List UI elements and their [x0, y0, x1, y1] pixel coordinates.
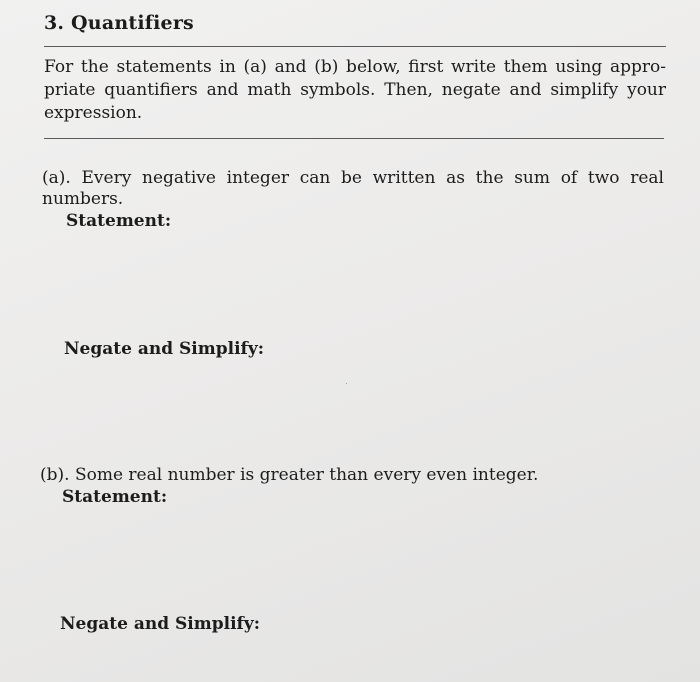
part-a-statement-label: Statement:: [66, 211, 172, 231]
part-b-statement-label: Statement:: [62, 487, 168, 507]
part-b-negate-label: Negate and Simplify:: [60, 614, 261, 634]
paper-speck: [346, 383, 347, 384]
top-divider: [44, 46, 666, 47]
part-a-negate-label: Negate and Simplify:: [64, 339, 265, 359]
instructions-text: For the statements in (a) and (b) below, first write them using appro-priate quantifiers and math symbols. Then, negate and simplify your expression.: [44, 57, 666, 123]
part-a-prompt: (a). Every negative integer can be written as the sum of two real numbers.: [42, 168, 664, 209]
section-title: 3. Quantifiers: [44, 12, 194, 34]
part-b-prompt: (b). Some real number is greater than every even integer.: [40, 465, 539, 485]
bottom-divider: [44, 138, 664, 139]
